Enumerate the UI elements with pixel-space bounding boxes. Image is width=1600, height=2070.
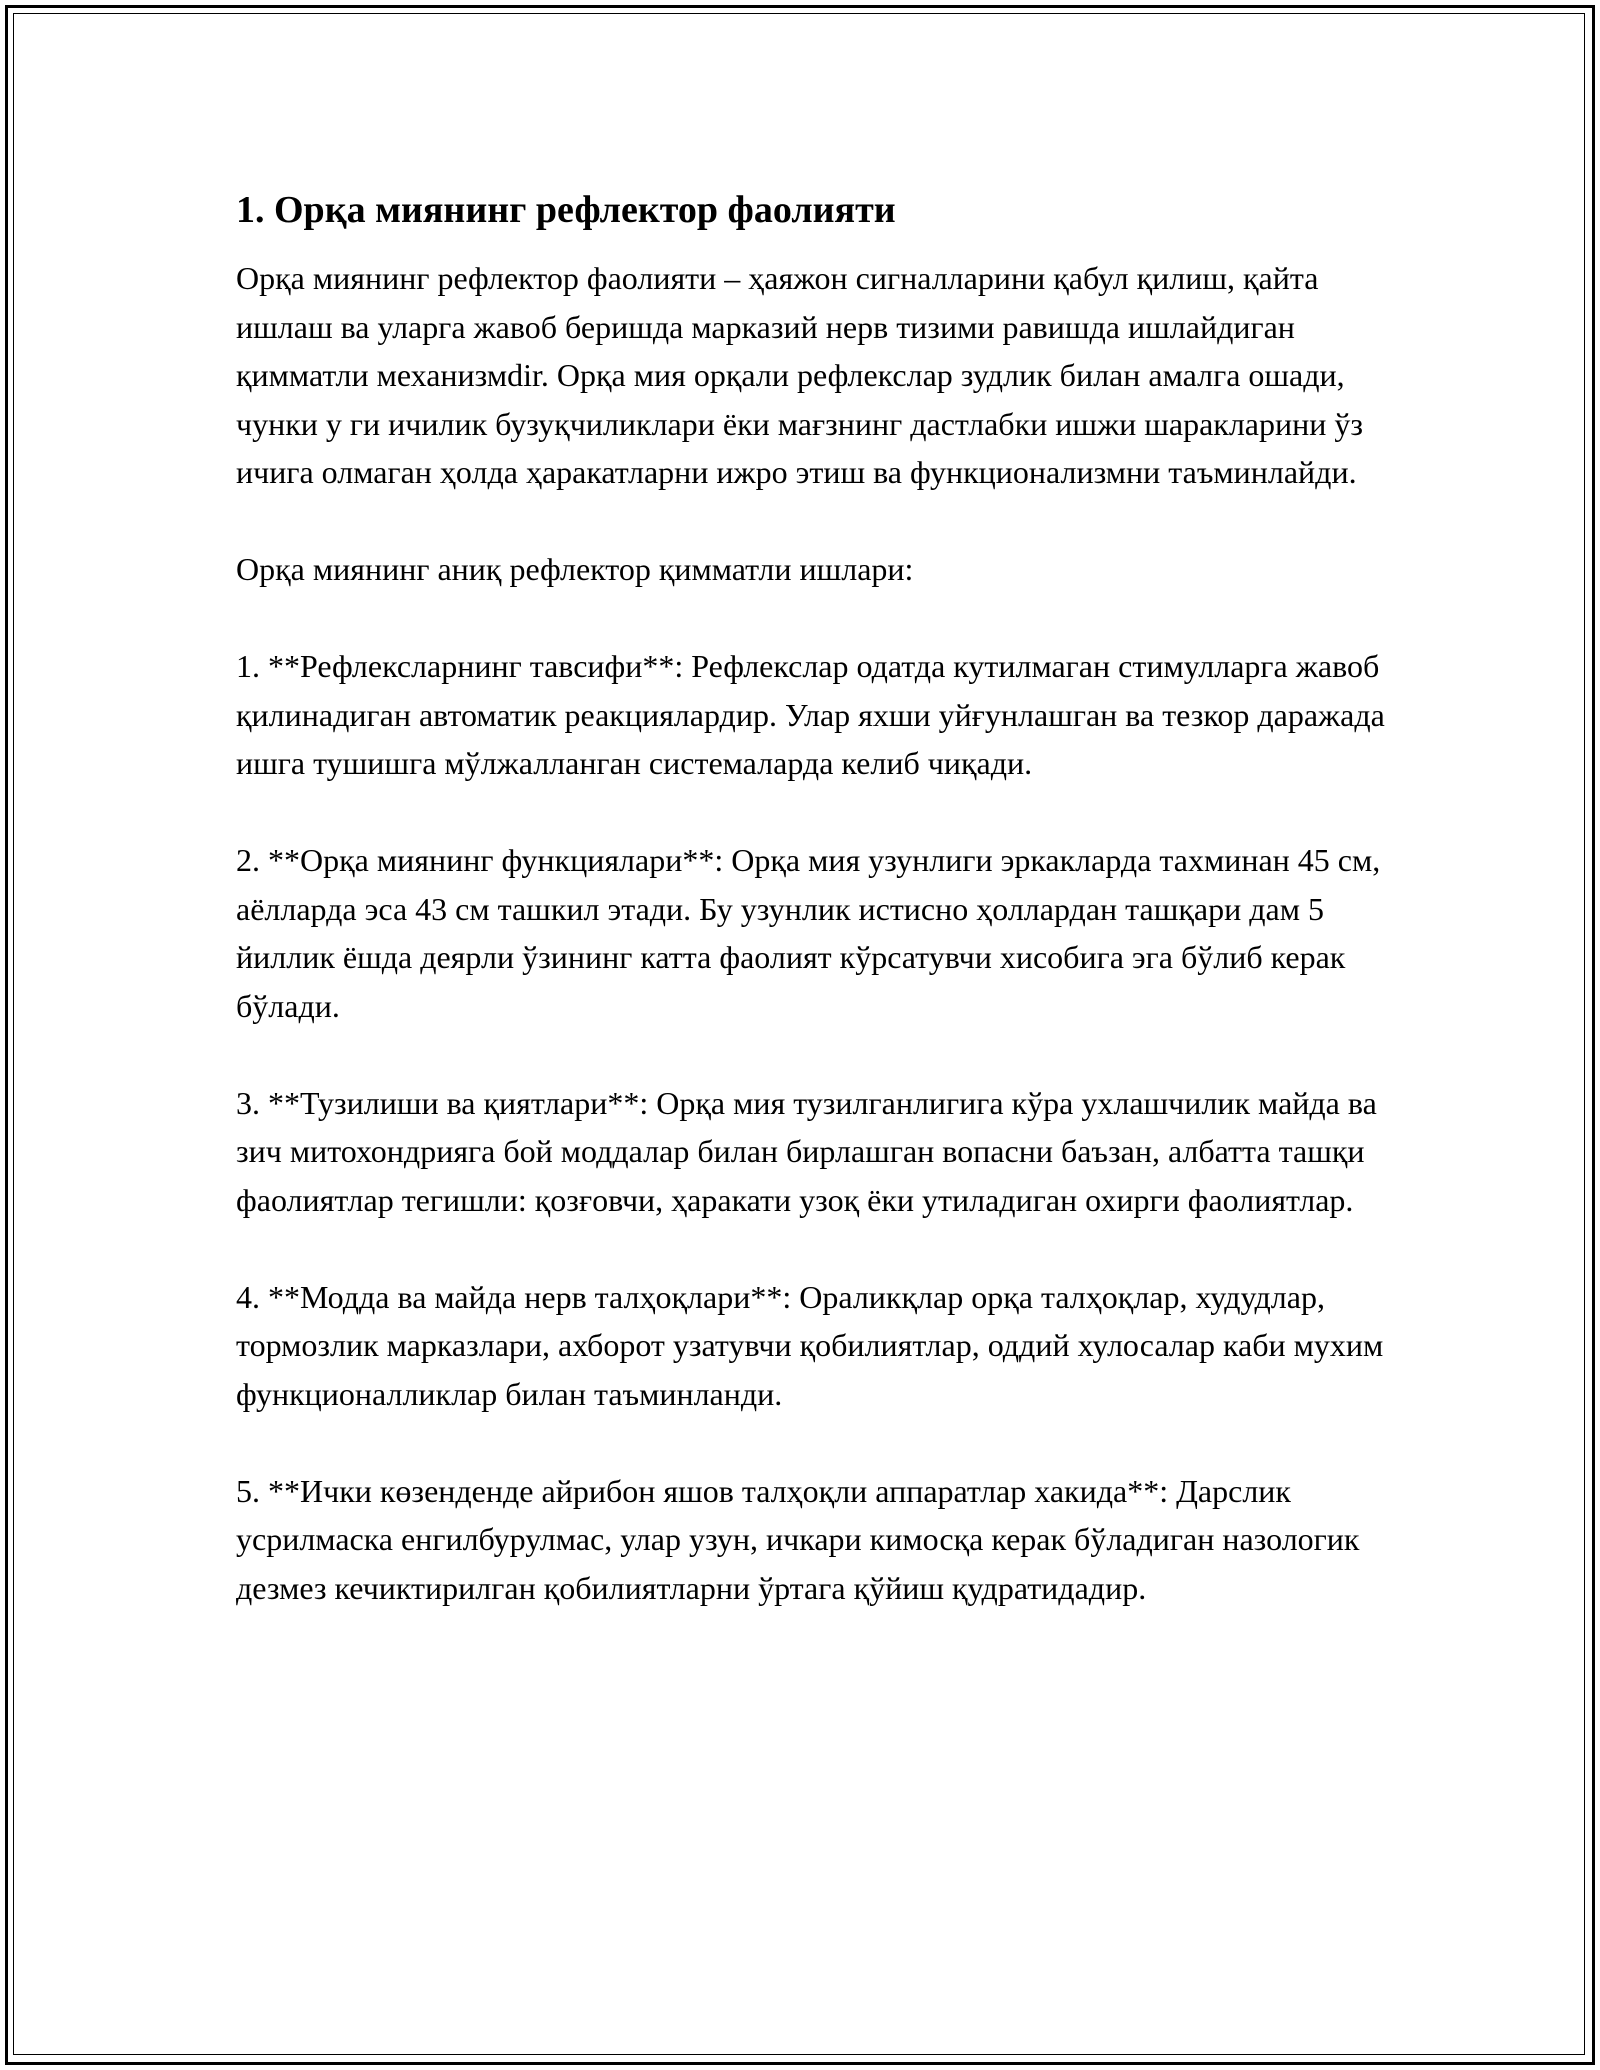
list-item-2: 2. **Орқа миянинг функциялари**: Орқа мия узунлиги эркакларда тахминан 45 см, аёлларда эса 43 см ташкил этади. Бу узунлик истисно ҳоллардан ташқари дам 5 йиллик ёшда деярли ўзининг катта фаолият кўрсатувчи хисобига эга бўлиб керак бўлади.	[236, 842, 1381, 1024]
document-title: 1. Орқа миянинг рефлектор фаолияти	[236, 189, 896, 231]
list-item-5: 5. **Ички көзенденде айрибон яшов талҳоқли аппаратлар хакида**: Дарслик усрилмаска енгилбурулмас, улар узун, ичкари кимосқа керак бўладиган назологик дезмез кечиктирилган қобилиятларни ўртага қўйиш қудратидадир.	[236, 1472, 1360, 1606]
list-item-4: 4. **Модда ва майда нерв талҳоқлари**: Ораликқлар орқа талҳоқлар, худудлар, тормозлик марказлари, ахборот узатувчи қобилиятлар, оддий хулосалар каби мухим функционалликлар билан таъминланди.	[236, 1278, 1384, 1412]
intro-paragraph: Орқа миянинг рефлектор фаолияти – ҳаяжон сигналларини қабул қилиш, қайта ишлаш ва уларга жавоб беришда марказий нерв тизими равишда ишлайдиган қимматли механизмdir. Орқа мия орқали рефлекслар зудлик билан амалга ошади, чунки у ги ичилик бузуқчиликлари ёки мағзнинг дастлабки ишжи шаракларини ўз ичига олмаган ҳолда ҳаракатларни ижро этиш ва функционализмни таъминлайди.	[236, 260, 1364, 490]
document-body	[236, 186, 1386, 1661]
list-item-3: 3. **Тузилиши ва қиятлари**: Орқа мия тузилганлигига кўра ухлашчилик майда ва зич митохондрияга бой моддалар билан бирлашган вопасни баъзан, албатта ташқи фаолиятлар тегишли: қозғовчи, ҳаракати узоқ ёки утиладиган охирги фаолиятлар.	[236, 1084, 1377, 1218]
list-item-1: 1. **Рефлексларнинг тавсифи**: Рефлекслар одатда кутилмаган стимулларга жавоб қилинадиган автоматик реакциялардир. Улар яхши уйғунлашган ва тезкор даражада ишга тушишга мўлжалланган системаларда келиб чиқади.	[236, 648, 1385, 781]
list-heading: Орқа миянинг аниқ рефлектор қимматли ишлари:	[236, 551, 914, 587]
